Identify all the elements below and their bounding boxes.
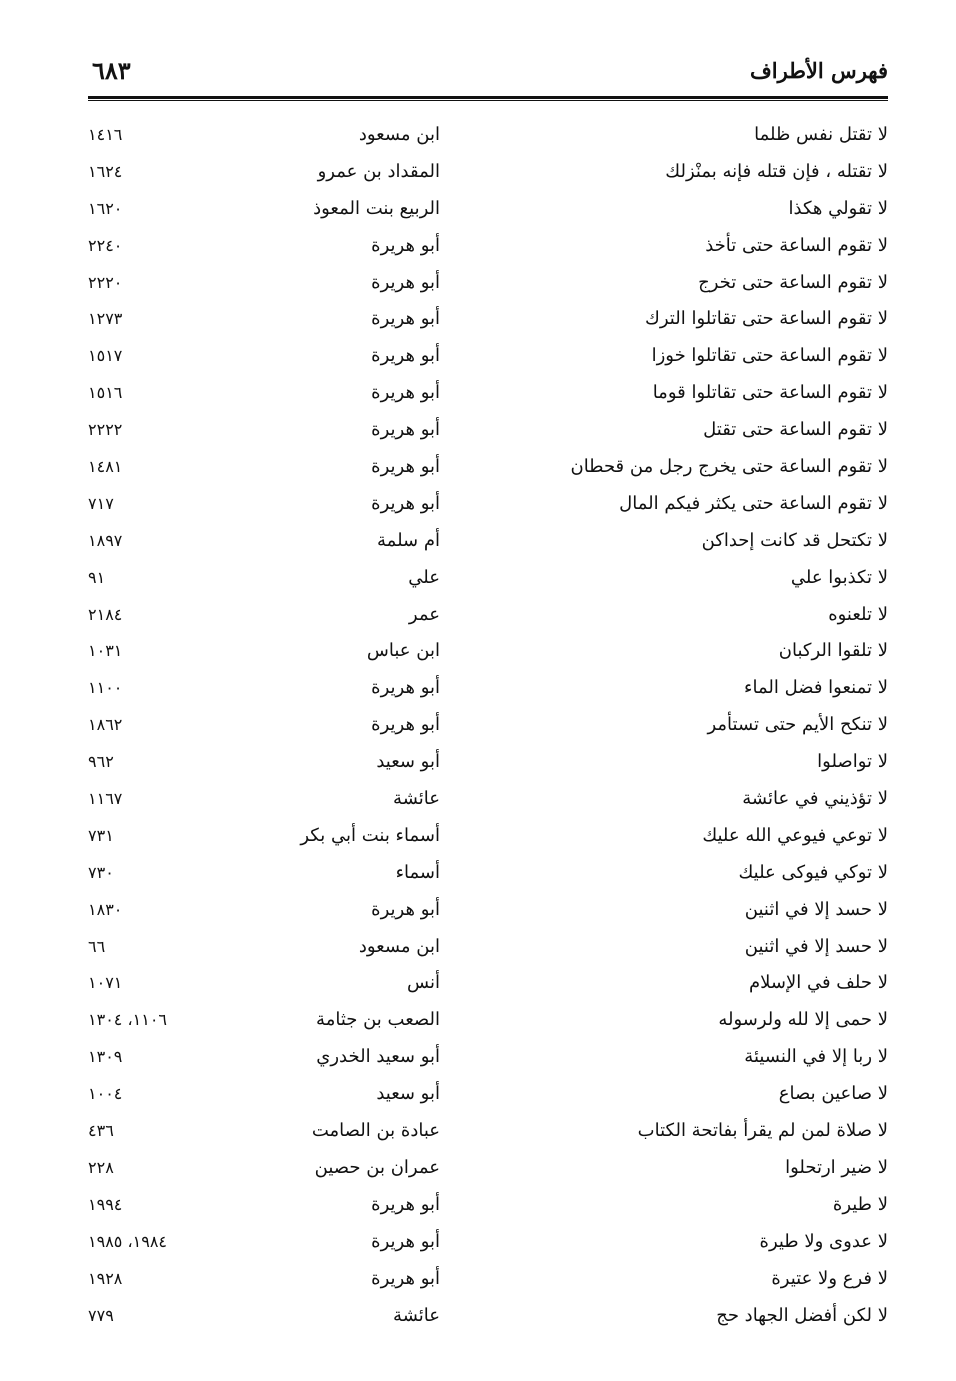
index-entry xyxy=(88,1262,888,1299)
hadith-numbers: ١٤٨١ xyxy=(88,457,123,477)
narrator-name: علي xyxy=(408,566,440,588)
hadith-opening: لا تقتل نفس ظلما xyxy=(754,124,888,145)
hadith-opening: لا تمنعوا فضل الماء xyxy=(744,677,888,699)
hadith-opening: لا تقوم الساعة حتى تقتل xyxy=(703,419,888,441)
hadith-opening: لا حمى إلا لله ولرسوله xyxy=(718,1009,888,1031)
index-entry xyxy=(88,1225,888,1262)
hadith-numbers: ١٩٩٤ xyxy=(88,1194,123,1214)
narrator-name: أسماء xyxy=(395,861,440,883)
header-rule xyxy=(88,96,888,101)
narrator-name: أبو سعيد الخدري xyxy=(316,1046,440,1068)
narrator-name: عائشة xyxy=(393,1304,440,1326)
narrator-name: أبو هريرة xyxy=(371,898,440,920)
narrator-name: أبو سعيد xyxy=(376,751,440,773)
hadith-numbers: ١٢٧٣ xyxy=(88,309,123,329)
narrator-name: أبو هريرة xyxy=(371,382,440,404)
page-title: فهرس الأطراف xyxy=(750,58,888,83)
hadith-numbers: ٢١٨٤ xyxy=(88,604,123,624)
index-entry xyxy=(88,524,888,561)
narrator-name: أبو هريرة xyxy=(371,345,440,367)
index-entry xyxy=(88,930,888,967)
hadith-numbers: ١٥١٦ xyxy=(88,383,123,403)
narrator-name: ابن عباس xyxy=(366,640,440,662)
index-entry xyxy=(88,1151,888,1188)
hadith-numbers: ١٦٢٠ xyxy=(88,198,123,218)
hadith-opening: لا تؤذيني في عائشة xyxy=(742,788,888,810)
narrator-name: أم سلمة xyxy=(377,529,440,551)
hadith-opening: لا تقوم الساعة حتى تخرج xyxy=(698,271,888,293)
narrator-name: المقداد بن عمرو xyxy=(317,160,440,182)
index-entry xyxy=(88,450,888,487)
hadith-numbers: ٢٢٢٢ xyxy=(88,420,123,440)
hadith-numbers: ١٣٠٩ xyxy=(88,1047,123,1067)
hadith-numbers: ١٥١٧ xyxy=(88,346,123,366)
hadith-numbers: ١٨٦٢ xyxy=(88,715,123,735)
index-entry xyxy=(88,302,888,339)
hadith-opening: لا تلقوا الركبان xyxy=(778,640,888,662)
hadith-opening: لا توعي فيوعي الله عليك xyxy=(702,824,888,846)
hadith-numbers: ٧٣٠ xyxy=(88,862,114,882)
hadith-numbers: ٢٢٤٠ xyxy=(88,235,123,255)
index-entry xyxy=(88,118,888,155)
hadith-opening: لا صاعين بصاع xyxy=(778,1083,888,1105)
index-entry xyxy=(88,893,888,930)
narrator-name: أبو هريرة xyxy=(371,492,440,514)
hadith-opening: لا ضير ارتحلوا xyxy=(785,1156,888,1178)
index-entry xyxy=(88,634,888,671)
index-entry xyxy=(88,856,888,893)
hadith-numbers: ٧٣١ xyxy=(88,825,114,845)
hadith-opening: لا تقوم الساعة حتى تقاتلوا قوما xyxy=(652,382,888,404)
index-entry xyxy=(88,671,888,708)
hadith-opening: لا تقوم الساعة حتى تقاتلوا الترك xyxy=(645,308,888,330)
narrator-name: ابن مسعود xyxy=(358,124,440,145)
hadith-opening: لا طيرة xyxy=(832,1193,888,1215)
hadith-opening: لا تقتله ، فإن قتله فإنه بمنْزلك xyxy=(665,160,888,182)
index-entry xyxy=(88,1040,888,1077)
hadith-numbers: ٦٦ xyxy=(88,936,106,956)
index-entry xyxy=(88,229,888,266)
hadith-opening: لا تقوم الساعة حتى يكثر فيكم المال xyxy=(619,492,888,514)
page-number: ٦٨٣ xyxy=(92,56,131,85)
narrator-name: أبو هريرة xyxy=(371,677,440,699)
index-entry xyxy=(88,413,888,450)
index-entry xyxy=(88,745,888,782)
index-entry xyxy=(88,1114,888,1151)
index-entry xyxy=(88,376,888,413)
index-entry xyxy=(88,598,888,635)
index-entry xyxy=(88,266,888,303)
narrator-name: أبو سعيد xyxy=(376,1083,440,1105)
narrator-name: أسماء بنت أبي بكر xyxy=(300,824,440,846)
hadith-numbers: ١٩٢٨ xyxy=(88,1268,123,1288)
hadith-numbers: ٩٦٢ xyxy=(88,752,114,772)
hadith-opening: لا تكتحل قد كانت إحداكن xyxy=(701,529,888,551)
index-entry xyxy=(88,155,888,192)
hadith-opening: لا تكذبوا علي xyxy=(790,566,888,588)
index-entry xyxy=(88,192,888,229)
narrator-name: عبادة بن الصامت xyxy=(311,1120,440,1142)
hadith-numbers: ١٠٣١ xyxy=(88,641,123,661)
index-entry xyxy=(88,561,888,598)
hadith-numbers: ٧١٧ xyxy=(88,493,114,513)
hadith-opening: لا حلف في الإسلام xyxy=(749,972,888,994)
index-entry xyxy=(88,339,888,376)
narrator-name: الصعب بن جثامة xyxy=(316,1009,440,1031)
index-entries xyxy=(88,118,888,1335)
hadith-opening: لا تقولي هكذا xyxy=(788,197,888,219)
hadith-numbers: ١١٠٦، ١٣٠٤ xyxy=(88,1010,167,1030)
hadith-numbers: ١٠٧١ xyxy=(88,973,123,993)
hadith-numbers: ٢٢٨ xyxy=(88,1157,114,1177)
hadith-numbers: ٤٣٦ xyxy=(88,1121,114,1141)
hadith-numbers: ٢٢٢٠ xyxy=(88,272,123,292)
hadith-opening: لا تقوم الساعة حتى يخرج رجل من قحطان xyxy=(570,456,888,478)
page-header xyxy=(88,56,888,96)
hadith-numbers: ١٩٨٤، ١٩٨٥ xyxy=(88,1231,167,1251)
hadith-numbers: ١١٦٧ xyxy=(88,789,123,809)
index-entry xyxy=(88,819,888,856)
hadith-opening: لا تقوم الساعة حتى تقاتلوا خوزا xyxy=(651,345,888,367)
hadith-numbers: ١٨٩٧ xyxy=(88,530,123,550)
narrator-name: أبو هريرة xyxy=(371,1267,440,1289)
narrator-name: أبو هريرة xyxy=(371,308,440,330)
hadith-opening: لا فرع ولا عتيرة xyxy=(771,1267,888,1289)
narrator-name: أبو هريرة xyxy=(371,456,440,478)
narrator-name: أبو هريرة xyxy=(371,234,440,256)
hadith-opening: لا تلعنوه xyxy=(828,603,888,625)
hadith-opening: لا لكن أفضل الجهاد حج xyxy=(716,1304,888,1326)
index-entry xyxy=(88,1188,888,1225)
index-entry xyxy=(88,708,888,745)
narrator-name: أنس xyxy=(407,972,440,994)
index-entry xyxy=(88,782,888,819)
narrator-name: عمران بن حصين xyxy=(314,1156,440,1178)
hadith-numbers: ١٦٢٤ xyxy=(88,161,123,181)
narrator-name: عمر xyxy=(408,603,440,625)
hadith-opening: لا حسد إلا في اثنين xyxy=(744,898,888,920)
hadith-numbers: ١٤١٦ xyxy=(88,125,123,144)
hadith-opening: لا حسد إلا في اثنين xyxy=(744,935,888,957)
index-entry xyxy=(88,966,888,1003)
hadith-opening: لا ربا إلا في النسيئة xyxy=(744,1046,888,1068)
index-entry xyxy=(88,487,888,524)
index-entry xyxy=(88,1003,888,1040)
index-entry xyxy=(88,1299,888,1336)
narrator-name: الربيع بنت المعوذ xyxy=(313,197,440,219)
hadith-opening: لا تقوم الساعة حتى تأخذ xyxy=(705,234,888,256)
narrator-name: أبو هريرة xyxy=(371,1230,440,1252)
narrator-name: أبو هريرة xyxy=(371,271,440,293)
narrator-name: أبو هريرة xyxy=(371,1193,440,1215)
hadith-numbers: ١٨٣٠ xyxy=(88,899,123,919)
hadith-numbers: ١٠٠٤ xyxy=(88,1084,123,1104)
index-entry xyxy=(88,1077,888,1114)
hadith-opening: لا توكي فيوكى عليك xyxy=(738,861,888,883)
hadith-opening: لا عدوى ولا طيرة xyxy=(759,1230,888,1252)
narrator-name: عائشة xyxy=(393,788,440,810)
hadith-numbers: ١١٠٠ xyxy=(88,678,123,698)
hadith-numbers: ٩١ xyxy=(88,567,106,587)
hadith-opening: لا تنكح الأيم حتى تستأمر xyxy=(707,714,888,736)
narrator-name: أبو هريرة xyxy=(371,419,440,441)
hadith-opening: لا صلاة لمن لم يقرأ بفاتحة الكتاب xyxy=(637,1120,888,1142)
narrator-name: ابن مسعود xyxy=(358,935,440,957)
narrator-name: أبو هريرة xyxy=(371,714,440,736)
hadith-opening: لا تواصلوا xyxy=(817,751,888,773)
hadith-numbers: ٧٧٩ xyxy=(88,1305,114,1325)
